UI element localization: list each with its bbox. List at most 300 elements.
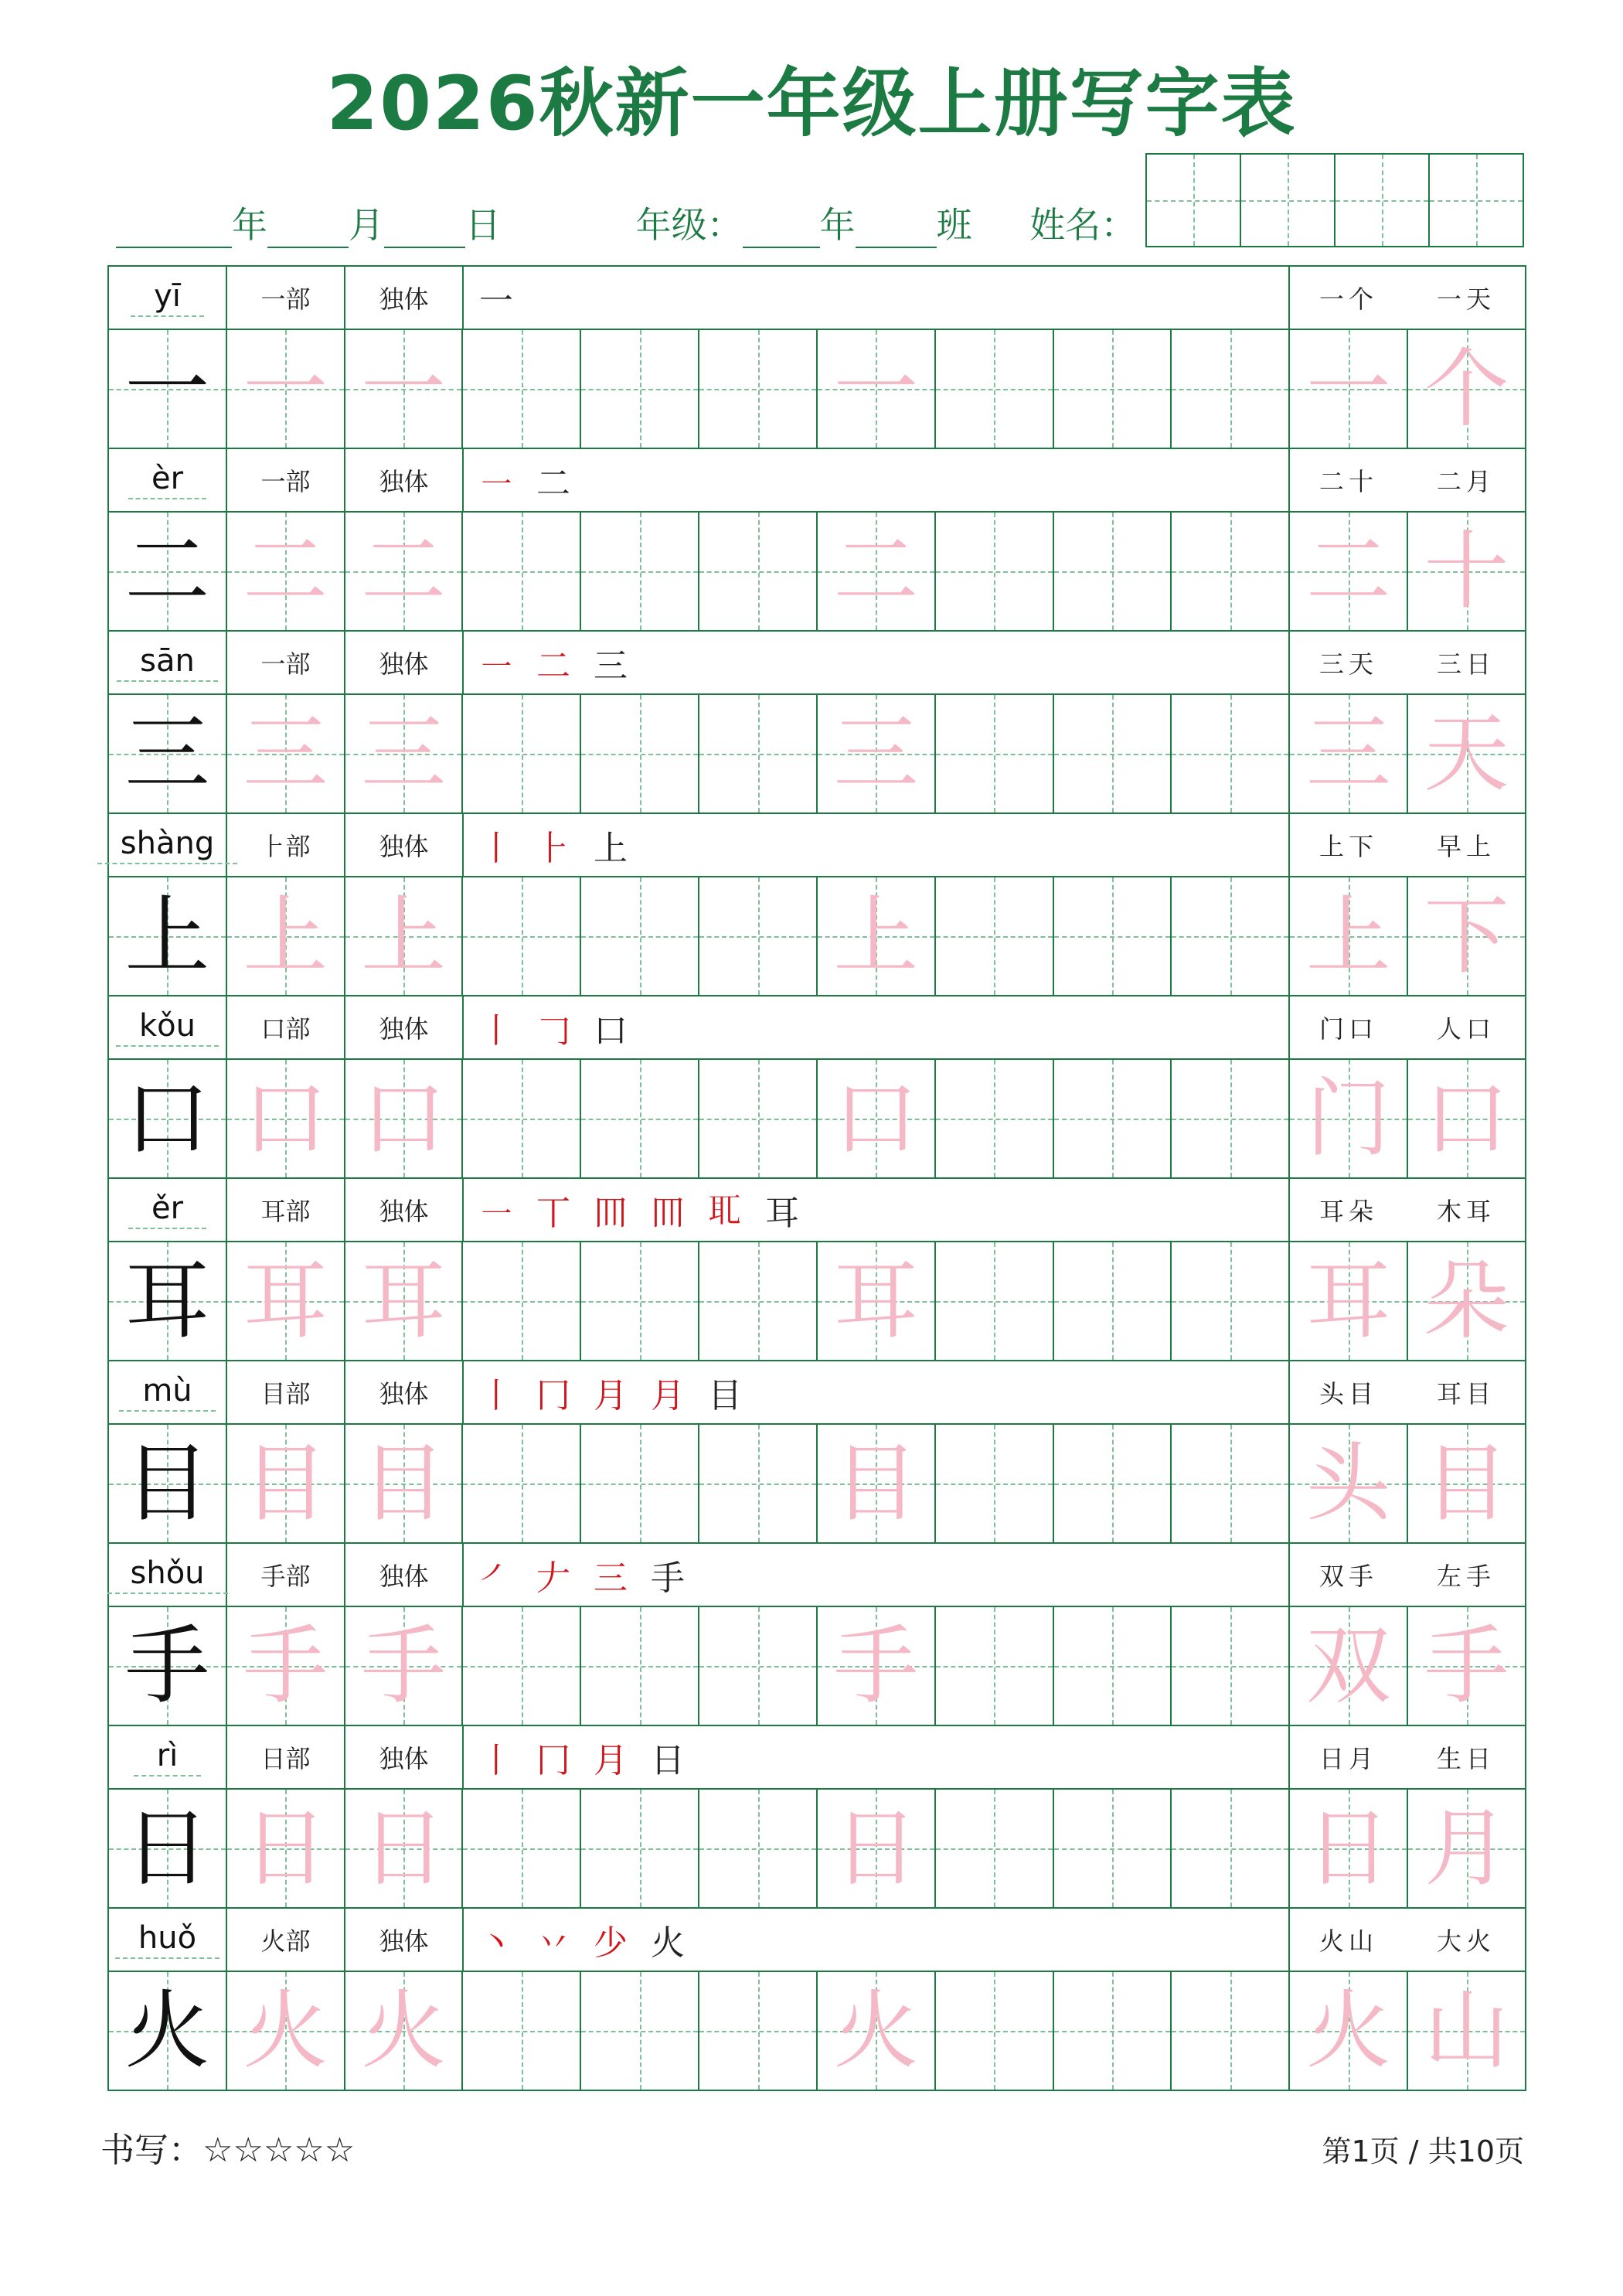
tianzige-cell[interactable] [1408, 1425, 1526, 1542]
tianzige-cell[interactable] [1054, 1060, 1172, 1177]
trace-char: 二 [361, 522, 447, 621]
tianzige-cell[interactable] [1290, 1607, 1408, 1725]
stroke-order [464, 1361, 1290, 1423]
day-field[interactable] [384, 211, 465, 248]
tianzige-cell[interactable] [936, 877, 1054, 995]
practice-grid-row [109, 877, 1526, 996]
stroke-order [464, 996, 1290, 1058]
tianzige-cell[interactable] [818, 877, 936, 995]
tianzige-cell[interactable] [581, 1060, 699, 1177]
word-example: 日月 [1318, 1744, 1378, 1773]
tianzige-cell[interactable] [1172, 1242, 1290, 1360]
tianzige-cell[interactable] [818, 1607, 936, 1725]
info-line [0, 197, 1136, 253]
tianzige-cell[interactable] [345, 1607, 464, 1725]
word-example: 大火 [1436, 1926, 1495, 1956]
trace-char: 上 [833, 887, 919, 986]
tianzige-cell[interactable] [1172, 1425, 1290, 1542]
trace-char: 火 [361, 1981, 447, 2080]
tianzige-cell[interactable] [227, 1242, 345, 1360]
tianzige-cell[interactable] [699, 1972, 818, 2090]
tianzige-cell[interactable] [463, 1790, 581, 1907]
tianzige-cell[interactable] [1290, 1972, 1408, 2090]
structure-cell [345, 267, 464, 329]
stroke-step: 𠂇 [536, 1558, 570, 1598]
model-char: 口 [124, 1069, 210, 1168]
tianzige-cell[interactable] [581, 330, 699, 448]
tianzige-cell[interactable] [1408, 1060, 1526, 1177]
radical-cell [227, 1544, 345, 1606]
trace-word-char: 朵 [1424, 1252, 1509, 1351]
tianzige-cell[interactable] [1290, 695, 1408, 812]
tianzige-cell[interactable] [463, 513, 581, 630]
char-info-row [109, 1909, 1526, 1972]
tianzige-cell[interactable] [1290, 1060, 1408, 1177]
tianzige-cell[interactable] [581, 1790, 699, 1907]
tianzige-cell[interactable] [936, 513, 1054, 630]
stroke-order [464, 814, 1290, 876]
tianzige-cell[interactable] [1054, 330, 1172, 448]
tianzige-cell[interactable] [1054, 1242, 1172, 1360]
tianzige-cell[interactable] [109, 1790, 227, 1907]
trace-word-char: 耳 [1305, 1252, 1391, 1351]
stroke-order [464, 1726, 1290, 1788]
tianzige-cell[interactable] [818, 1060, 936, 1177]
word-examples [1290, 814, 1526, 876]
tianzige-cell[interactable] [1290, 330, 1408, 448]
trace-word-char: 天 [1424, 704, 1509, 803]
trace-word-char: 一 [1305, 339, 1391, 438]
pinyin: èr [128, 461, 206, 499]
trace-word-char: 二 [1305, 522, 1391, 621]
name-cell[interactable] [1147, 155, 1241, 246]
trace-char: 口 [243, 1069, 328, 1168]
stroke-step: 目 [708, 1376, 742, 1415]
practice-grid-row [109, 695, 1526, 814]
tianzige-cell[interactable] [818, 1425, 936, 1542]
tianzige-cell[interactable] [227, 695, 345, 812]
structure-cell [345, 1909, 464, 1971]
tianzige-cell[interactable] [936, 1425, 1054, 1542]
tianzige-cell[interactable] [463, 877, 581, 995]
word-examples [1290, 996, 1526, 1058]
radical: 一部 [260, 284, 311, 314]
tianzige-cell[interactable] [936, 1242, 1054, 1360]
radical: 日部 [260, 1744, 311, 1773]
radical-cell [227, 449, 345, 511]
trace-char: 手 [243, 1616, 328, 1715]
word-example: 木耳 [1436, 1197, 1495, 1226]
tianzige-cell[interactable] [1290, 877, 1408, 995]
tianzige-cell[interactable] [1172, 1972, 1290, 2090]
tianzige-cell[interactable] [1408, 330, 1526, 448]
class-field[interactable] [856, 211, 937, 248]
word-example: 二月 [1436, 467, 1495, 496]
structure: 独体 [379, 1379, 429, 1409]
practice-grid-row [109, 1242, 1526, 1361]
tianzige-cell[interactable] [109, 1607, 227, 1725]
word-example: 人口 [1436, 1014, 1495, 1044]
tianzige-cell[interactable] [109, 1425, 227, 1542]
tianzige-cell[interactable] [1054, 695, 1172, 812]
pinyin: sān [117, 643, 218, 682]
tianzige-cell[interactable] [463, 1972, 581, 2090]
word-example: 生日 [1436, 1744, 1495, 1773]
tianzige-cell[interactable] [345, 1060, 464, 1177]
word-examples [1290, 1361, 1526, 1423]
pinyin: shǒu [107, 1555, 228, 1594]
trace-word-char: 十 [1424, 522, 1509, 621]
trace-char: 目 [243, 1434, 328, 1533]
radical: 口部 [260, 1014, 311, 1044]
model-char: 手 [124, 1616, 210, 1715]
model-char: 目 [124, 1434, 210, 1533]
tianzige-cell[interactable] [936, 330, 1054, 448]
word-example: 左手 [1436, 1562, 1495, 1591]
tianzige-cell[interactable] [227, 877, 345, 995]
structure: 独体 [379, 1926, 429, 1956]
tianzige-cell[interactable] [345, 513, 464, 630]
tianzige-cell[interactable] [699, 1242, 818, 1360]
pinyin-cell [109, 632, 227, 693]
word-examples [1290, 1726, 1526, 1788]
tianzige-cell[interactable] [1172, 877, 1290, 995]
tianzige-cell[interactable] [1172, 695, 1290, 812]
radical: 一部 [260, 649, 311, 679]
stroke-step: ㇐ [479, 646, 513, 686]
rating-label: 书写： [100, 2131, 202, 2170]
word-examples [1290, 1179, 1526, 1241]
tianzige-cell[interactable] [699, 877, 818, 995]
tianzige-cell[interactable] [227, 1972, 345, 2090]
tianzige-cell[interactable] [581, 1972, 699, 2090]
stroke-step: 丨 [479, 1741, 513, 1780]
month-label: 月 [349, 204, 384, 246]
structure-cell [345, 1179, 464, 1241]
tianzige-cell[interactable] [227, 330, 345, 448]
tianzige-cell[interactable] [227, 1790, 345, 1907]
trace-char: 手 [361, 1616, 447, 1715]
tianzige-cell[interactable] [345, 1790, 464, 1907]
radical-cell [227, 267, 345, 329]
practice-grid-row [109, 1790, 1526, 1909]
radical-cell [227, 814, 345, 876]
radical-cell [227, 1909, 345, 1971]
tianzige-cell[interactable] [463, 1242, 581, 1360]
pinyin-cell [109, 267, 227, 329]
char-info-row [109, 814, 1526, 877]
trace-word-char: 个 [1424, 339, 1509, 438]
tianzige-cell[interactable] [227, 1060, 345, 1177]
trace-word-char: 头 [1305, 1434, 1391, 1533]
radical-cell [227, 1726, 345, 1788]
radical: 目部 [260, 1379, 311, 1409]
page-title: 2026秋新一年级上册写字表 [326, 60, 1297, 147]
stroke-step: 丨 [479, 1011, 513, 1051]
trace-char: 一 [361, 339, 447, 438]
tianzige-cell[interactable] [699, 1425, 818, 1542]
radical: 一部 [260, 467, 311, 496]
word-example: 三日 [1436, 649, 1495, 679]
trace-char: 上 [361, 887, 447, 986]
stroke-step: 丨 [479, 1376, 513, 1415]
stroke-step: ⺊ [536, 829, 570, 868]
pinyin-cell [109, 1179, 227, 1241]
trace-word-char: 双 [1305, 1616, 1391, 1715]
trace-word-char: 口 [1424, 1069, 1509, 1168]
trace-word-char: 下 [1424, 887, 1509, 986]
pinyin: shàng [97, 826, 237, 864]
tianzige-cell[interactable] [345, 695, 464, 812]
stroke-step: 月 [594, 1376, 628, 1415]
trace-char: 上 [243, 887, 328, 986]
tianzige-cell[interactable] [345, 1242, 464, 1360]
trace-char: 耳 [833, 1252, 919, 1351]
pinyin: mù [119, 1373, 215, 1412]
stroke-step: 上 [594, 829, 628, 868]
tianzige-cell[interactable] [818, 1972, 936, 2090]
trace-char: 三 [833, 704, 919, 803]
tianzige-cell[interactable] [109, 1242, 227, 1360]
trace-char: 一 [833, 339, 919, 438]
radical: ⺊部 [260, 832, 311, 861]
pinyin: rì [134, 1738, 202, 1777]
tianzige-cell[interactable] [1172, 1790, 1290, 1907]
structure: 独体 [379, 1562, 429, 1591]
name-cell[interactable] [1430, 155, 1523, 246]
pinyin-cell [109, 449, 227, 511]
radical: 手部 [260, 1562, 311, 1591]
model-char: 火 [124, 1981, 210, 2080]
radical-cell [227, 996, 345, 1058]
tianzige-cell[interactable] [1172, 513, 1290, 630]
stroke-step: 丷 [536, 1923, 570, 1963]
tianzige-cell[interactable] [699, 1060, 818, 1177]
word-examples [1290, 632, 1526, 693]
tianzige-cell[interactable] [1408, 1607, 1526, 1725]
tianzige-cell[interactable] [699, 1790, 818, 1907]
tianzige-cell[interactable] [463, 330, 581, 448]
trace-word-char: 手 [1424, 1616, 1509, 1715]
tianzige-cell[interactable] [936, 1060, 1054, 1177]
word-example: 上下 [1318, 832, 1378, 861]
day-label: 日 [465, 204, 501, 246]
tianzige-cell[interactable] [109, 1972, 227, 2090]
year-field[interactable] [116, 211, 232, 248]
page-number: 第1页 / 共10页 [1322, 2134, 1524, 2168]
tianzige-cell[interactable] [109, 877, 227, 995]
stroke-step: 一 [479, 281, 513, 321]
tianzige-cell[interactable] [1054, 513, 1172, 630]
stroke-step: 丶 [479, 1923, 513, 1963]
month-field[interactable] [267, 211, 349, 248]
grade-year-label: 年 [819, 204, 856, 246]
year-label: 年 [232, 204, 267, 246]
trace-word-char: 目 [1424, 1434, 1509, 1533]
tianzige-cell[interactable] [581, 877, 699, 995]
trace-char: 日 [243, 1799, 328, 1898]
rating-stars[interactable]: ☆☆☆☆☆ [202, 2131, 356, 2170]
tianzige-cell[interactable] [463, 1060, 581, 1177]
tianzige-cell[interactable] [1408, 1790, 1526, 1907]
tianzige-cell[interactable] [1054, 877, 1172, 995]
stroke-step: ㇐ [479, 1194, 513, 1233]
tianzige-cell[interactable] [818, 695, 936, 812]
tianzige-cell[interactable] [1290, 513, 1408, 630]
stroke-step: 日 [651, 1741, 685, 1780]
pinyin: ěr [128, 1191, 206, 1229]
tianzige-cell[interactable] [818, 513, 936, 630]
trace-char: 耳 [243, 1252, 328, 1351]
pinyin-cell [109, 814, 227, 876]
word-examples [1290, 267, 1526, 329]
trace-word-char: 山 [1424, 1981, 1509, 2080]
tianzige-cell[interactable] [936, 1607, 1054, 1725]
tianzige-cell[interactable] [581, 1425, 699, 1542]
structure-cell [345, 1361, 464, 1423]
stroke-step: 冂 [536, 1741, 570, 1780]
tianzige-cell[interactable] [109, 1060, 227, 1177]
model-char: 一 [124, 339, 210, 438]
word-example: 耳目 [1436, 1379, 1495, 1409]
tianzige-cell[interactable] [818, 330, 936, 448]
tianzige-cell[interactable] [936, 695, 1054, 812]
tianzige-cell[interactable] [109, 330, 227, 448]
tianzige-cell[interactable] [581, 1607, 699, 1725]
word-example: 二十 [1318, 467, 1378, 496]
tianzige-cell[interactable] [109, 695, 227, 812]
stroke-order [464, 632, 1290, 693]
tianzige-cell[interactable] [1054, 1607, 1172, 1725]
stroke-order [464, 449, 1290, 511]
word-example: 一个 [1318, 284, 1378, 314]
tianzige-cell[interactable] [345, 1972, 464, 2090]
tianzige-cell[interactable] [1408, 695, 1526, 812]
tianzige-cell[interactable] [1290, 1790, 1408, 1907]
structure-cell [345, 996, 464, 1058]
pinyin-cell [109, 1544, 227, 1606]
stroke-step: 𦉫 [651, 1194, 685, 1233]
pinyin-cell [109, 1361, 227, 1423]
tianzige-cell[interactable] [1408, 877, 1526, 995]
tianzige-cell[interactable] [936, 1790, 1054, 1907]
radical-cell [227, 1361, 345, 1423]
tianzige-cell[interactable] [463, 695, 581, 812]
tianzige-cell[interactable] [1054, 1425, 1172, 1542]
name-box[interactable] [1145, 153, 1524, 247]
word-example: 双手 [1318, 1562, 1378, 1591]
structure-cell [345, 1544, 464, 1606]
tianzige-cell[interactable] [699, 513, 818, 630]
tianzige-cell[interactable] [1172, 330, 1290, 448]
grade-year-field[interactable] [743, 211, 820, 248]
stroke-step: 𦔮 [708, 1191, 742, 1231]
tianzige-cell[interactable] [227, 513, 345, 630]
trace-word-char: 上 [1305, 887, 1391, 986]
stroke-step: ㇒ [479, 1558, 513, 1598]
structure: 独体 [379, 832, 429, 861]
tianzige-cell[interactable] [699, 330, 818, 448]
tianzige-cell[interactable] [1172, 1060, 1290, 1177]
radical: 火部 [260, 1926, 311, 1956]
stroke-step: 三 [594, 646, 628, 686]
tianzige-cell[interactable] [581, 513, 699, 630]
trace-char: 三 [361, 704, 447, 803]
tianzige-cell[interactable] [109, 513, 227, 630]
tianzige-cell[interactable] [1408, 1242, 1526, 1360]
structure: 独体 [379, 1197, 429, 1226]
tianzige-cell[interactable] [1290, 1425, 1408, 1542]
trace-char: 目 [361, 1434, 447, 1533]
trace-word-char: 火 [1305, 1981, 1391, 2080]
char-info-row [109, 1179, 1526, 1242]
tianzige-cell[interactable] [1054, 1790, 1172, 1907]
structure: 独体 [379, 649, 429, 679]
pinyin: yī [131, 278, 204, 317]
structure: 独体 [379, 1744, 429, 1773]
tianzige-cell[interactable] [1408, 1972, 1526, 2090]
tianzige-cell[interactable] [818, 1242, 936, 1360]
word-examples [1290, 1909, 1526, 1971]
tianzige-cell[interactable] [1290, 1242, 1408, 1360]
tianzige-cell[interactable] [818, 1790, 936, 1907]
tianzige-cell[interactable] [936, 1972, 1054, 2090]
trace-char: 日 [361, 1799, 447, 1898]
model-char: 二 [124, 522, 210, 621]
tianzige-cell[interactable] [1172, 1607, 1290, 1725]
tianzige-cell[interactable] [345, 330, 464, 448]
tianzige-cell[interactable] [581, 695, 699, 812]
name-cell[interactable] [1335, 155, 1430, 246]
name-cell[interactable] [1241, 155, 1335, 246]
tianzige-cell[interactable] [1054, 1972, 1172, 2090]
tianzige-cell[interactable] [345, 1425, 464, 1542]
tianzige-cell[interactable] [227, 1425, 345, 1542]
tianzige-cell[interactable] [345, 877, 464, 995]
trace-char: 二 [243, 522, 328, 621]
radical-cell [227, 632, 345, 693]
trace-char: 日 [833, 1799, 919, 1898]
structure: 独体 [379, 284, 429, 314]
class-label: 班 [936, 204, 972, 246]
trace-char: 口 [361, 1069, 447, 1168]
stroke-step: ㇐ [479, 464, 513, 503]
tianzige-cell[interactable] [699, 1607, 818, 1725]
tianzige-cell[interactable] [227, 1607, 345, 1725]
stroke-step: 少 [594, 1923, 628, 1963]
tianzige-cell[interactable] [1408, 513, 1526, 630]
stroke-step: 𠃌 [536, 1011, 570, 1051]
trace-char: 三 [243, 704, 328, 803]
trace-char: 二 [833, 522, 919, 621]
word-example: 一天 [1436, 284, 1495, 314]
char-info-row [109, 1726, 1526, 1790]
tianzige-cell[interactable] [699, 695, 818, 812]
pinyin-cell [109, 996, 227, 1058]
practice-grid-row [109, 1060, 1526, 1179]
radical-cell [227, 1179, 345, 1241]
writing-sheet [107, 265, 1526, 2091]
pinyin-cell [109, 1909, 227, 1971]
tianzige-cell[interactable] [463, 1425, 581, 1542]
tianzige-cell[interactable] [581, 1242, 699, 1360]
tianzige-cell[interactable] [463, 1607, 581, 1725]
stroke-step: 二 [536, 464, 570, 503]
char-info-row [109, 1544, 1526, 1607]
model-char: 耳 [124, 1252, 210, 1351]
trace-char: 耳 [361, 1252, 447, 1351]
char-info-row [109, 267, 1526, 330]
